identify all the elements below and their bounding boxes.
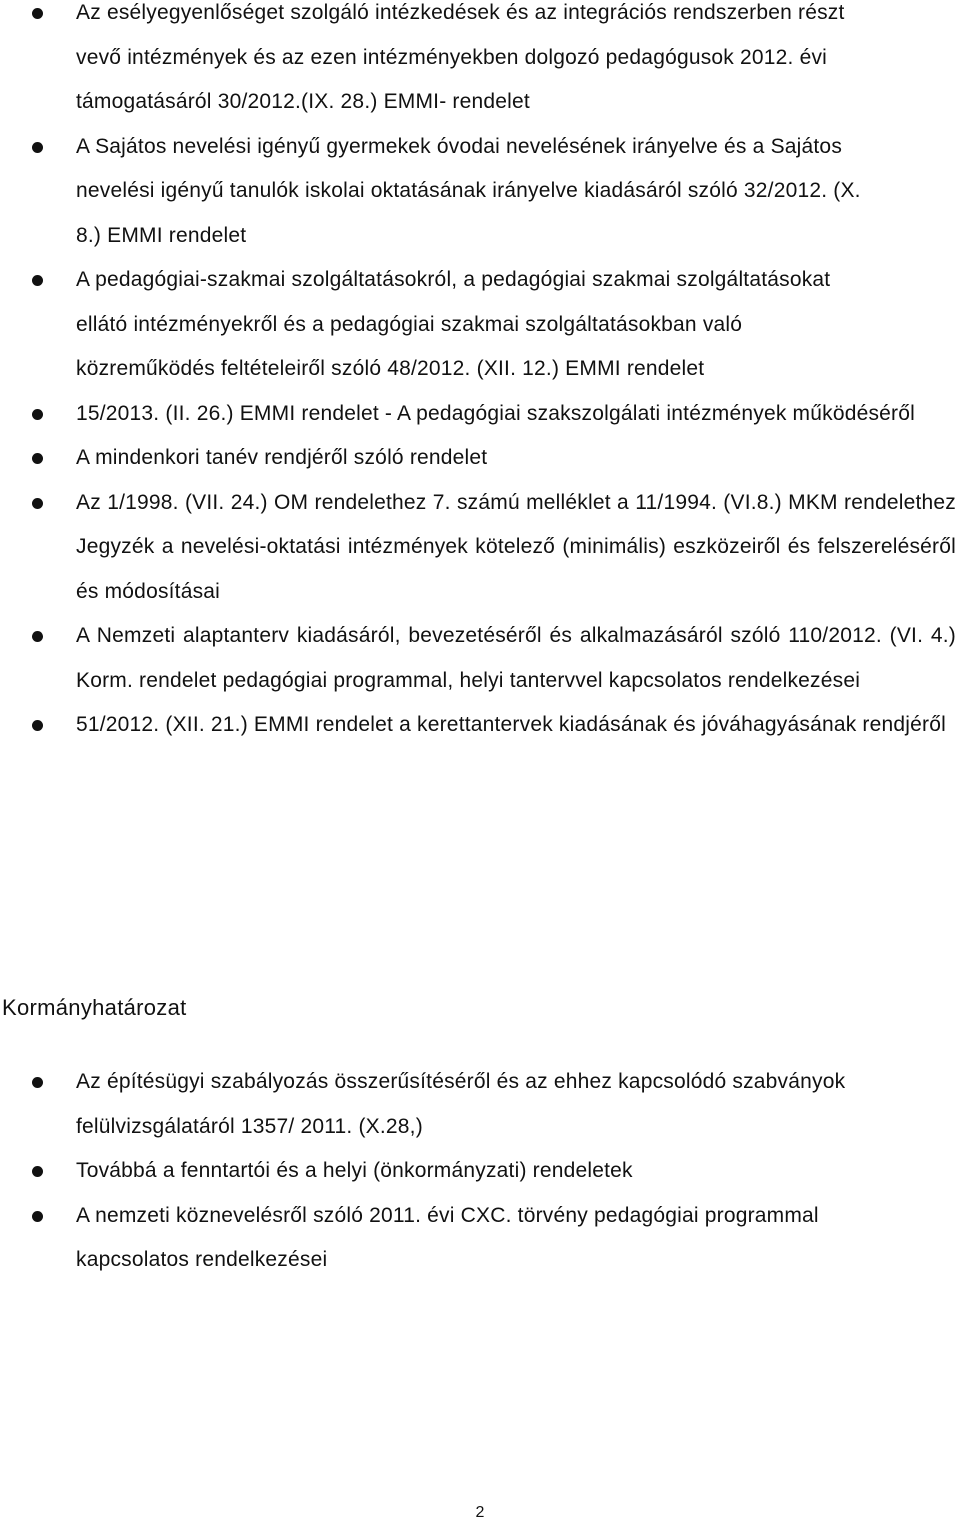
list-item (0, 125, 960, 259)
page-number: 2 (475, 1504, 485, 1521)
bullet-icon (32, 1166, 43, 1177)
list-item-text: A Nemzeti alaptanterv kiadásáról, bevezetéséről és alkalmazásáról szóló 110/2012. (VI. 4.) Korm. rendelet pedagógiai programmal, helyi tantervvel kapcsolatos rendelkezései (76, 624, 956, 692)
list-item (0, 481, 960, 615)
bullet-icon (32, 453, 43, 464)
list-item-text: 15/2013. (II. 26.) EMMI rendelet - A pedagógiai szakszolgálati intézmények működéséről (76, 401, 915, 425)
bullet-icon (32, 8, 43, 19)
bullet-icon (32, 275, 43, 286)
list-item-text: 51/2012. (XII. 21.) EMMI rendelet a kerettantervek kiadásának és jóváhagyásának rendjéről (76, 713, 946, 736)
list-item (0, 0, 960, 125)
bullet-icon (32, 720, 43, 731)
list-item-text: A pedagógiai-szakmai szolgáltatásokról, a pedagógiai szakmai szolgáltatásokat ellátó intézményekről és a pedagógiai szakmai szolgáltatásokban való közreműködés feltételeiről szóló 48/2012. (XII. 12.) EMMI rendelet (76, 268, 831, 380)
bullet-icon (32, 142, 43, 153)
list-item-text: A mindenkori tanév rendjéről szóló rendelet (76, 446, 488, 469)
list-item (0, 1194, 960, 1283)
list-item (0, 703, 960, 748)
list-item-text: A nemzeti köznevelésről szóló 2011. évi CXC. törvény pedagógiai programmal kapcsolatos rendelkezései (76, 1203, 819, 1271)
list-item-text: Továbbá a fenntartói és a helyi (önkormányzati) rendeletek (76, 1159, 633, 1182)
bullet-icon (32, 1077, 43, 1088)
list-item (0, 258, 960, 392)
list-item (0, 392, 960, 437)
list-item-text: Az építésügyi szabályozás összerűsítéséről és az ehhez kapcsolódó szabványok felülvizsgálatáról 1357/ 2011. (X.28,) (76, 1070, 846, 1138)
section-heading: Kormányhatározat (2, 995, 187, 1020)
bullet-icon (32, 631, 43, 642)
decree-list (0, 1060, 960, 1283)
list-item (0, 1060, 960, 1149)
regulation-list (0, 0, 960, 748)
list-item-text: A Sajátos nevelési igényű gyermekek óvodai nevelésének irányelve és a Sajátos nevelési igényű tanulók iskolai oktatásának irányelve kiadásáról szóló 32/2012. (X. 8.) EMMI rendelet (76, 134, 861, 247)
bullet-icon (32, 1211, 43, 1222)
list-item (0, 1149, 960, 1194)
list-item-text: Az 1/1998. (VII. 24.) OM rendelethez 7. számú melléklet a 11/1994. (VI.8.) MKM rendelethez Jegyzék a nevelési-oktatási intézmények kötelező (minimális) eszközeiről és felszereléséről és módosításai (76, 490, 956, 603)
list-item (0, 614, 960, 703)
list-item-text: Az esélyegyenlőséget szolgáló intézkedések és az integrációs rendszerben részt vevő intézmények és az ezen intézményekben dolgozó pedagógusok 2012. évi támogatásáról 30/2012.(IX. 28.) EMMI- rendelet (76, 1, 845, 113)
list-item (0, 436, 960, 481)
bullet-icon (32, 498, 43, 509)
bullet-icon (32, 409, 43, 420)
